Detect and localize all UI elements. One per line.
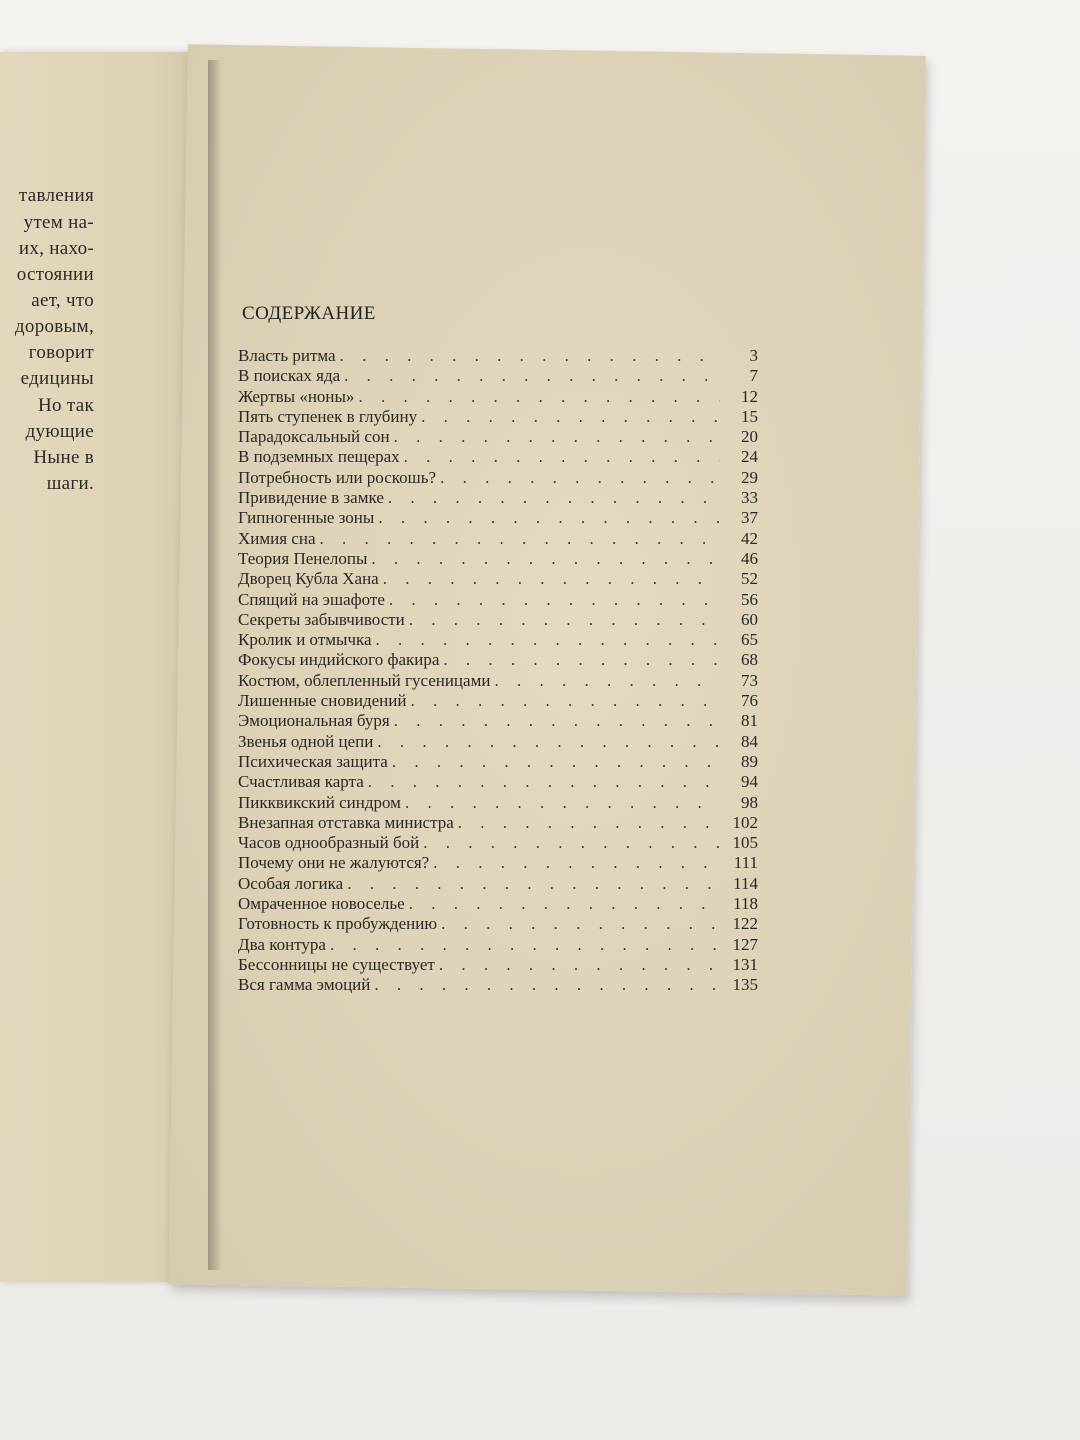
contents-entry-title: Два контура xyxy=(238,934,326,954)
contents-entry-page: 7 xyxy=(749,366,758,386)
contents-entry-page: 37 xyxy=(741,508,758,528)
contents-entry-leader xyxy=(370,975,720,995)
left-page-line: утем на- xyxy=(23,212,94,233)
left-page-line: ает, что xyxy=(31,290,94,311)
contents-entry-title: Омраченное новоселье xyxy=(238,894,405,914)
contents-entry xyxy=(238,833,758,853)
contents-entry-page: 102 xyxy=(732,812,758,832)
contents-entry-title: Спящий на эшафоте xyxy=(238,589,385,609)
contents-entry-page: 65 xyxy=(741,630,758,650)
contents-entry xyxy=(238,529,758,549)
contents-entry-page: 81 xyxy=(741,711,758,731)
contents-entry-page: 24 xyxy=(741,447,758,467)
contents-entry xyxy=(238,853,758,873)
contents-entry xyxy=(238,793,758,813)
contents-entry-leader xyxy=(384,488,720,508)
contents-entry-page: 122 xyxy=(732,914,758,934)
contents-entry-page: 98 xyxy=(741,792,758,812)
contents-entry xyxy=(238,427,758,447)
contents-entry-page: 135 xyxy=(732,975,758,995)
contents-entry-title: Химия сна xyxy=(238,528,316,548)
contents-entry-title: Особая логика xyxy=(238,873,344,893)
contents-entry-leader xyxy=(406,691,720,711)
contents-entry-leader xyxy=(490,671,720,691)
contents-entry-title: Парадоксальный сон xyxy=(238,427,390,447)
left-page-line: тавления xyxy=(18,185,94,206)
contents-entry-page: 46 xyxy=(741,548,758,568)
contents-entry-page: 56 xyxy=(741,589,758,609)
contents-entry-title: Дворец Кубла Хана xyxy=(238,569,379,589)
contents-entry-leader xyxy=(388,752,720,772)
contents-entry-title: Часов однообразный бой xyxy=(238,833,420,853)
contents-entry xyxy=(238,366,758,386)
contents-entry-leader xyxy=(400,447,720,467)
contents-entry-leader xyxy=(367,549,720,569)
contents-heading: СОДЕРЖАНИЕ xyxy=(242,303,376,324)
contents-entry-page: 118 xyxy=(733,894,758,914)
contents-entry-leader xyxy=(390,711,720,731)
contents-entry-title: Гипногенные зоны xyxy=(238,508,375,528)
contents-entry-title: Почему они не жалуются? xyxy=(238,853,430,873)
left-page-line: доровым, xyxy=(14,316,94,337)
contents-entry-page: 131 xyxy=(732,954,758,974)
left-page-line: дующие xyxy=(25,421,94,442)
contents-entry-leader xyxy=(374,508,720,528)
contents-entry xyxy=(238,711,758,731)
contents-entry xyxy=(238,975,758,995)
contents-entry-title: Лишенные сновидений xyxy=(238,691,407,711)
contents-entry xyxy=(238,346,758,366)
left-page-line: остоянии xyxy=(16,264,94,285)
contents-entry-leader xyxy=(429,853,720,873)
contents-entry xyxy=(238,894,758,914)
contents-entry-page: 68 xyxy=(741,650,758,670)
contents-entry-title: Кролик и отмычка xyxy=(238,630,372,650)
contents-entry xyxy=(238,772,758,792)
contents-entry-title: Потребность или роскошь? xyxy=(238,467,437,487)
contents-entry-page: 52 xyxy=(741,569,758,589)
contents-entry-title: Привидение в замке xyxy=(238,488,384,508)
contents-entry-page: 73 xyxy=(741,670,758,690)
contents-entry-leader xyxy=(340,366,720,386)
contents-entry-leader xyxy=(405,610,720,630)
contents-entry xyxy=(238,813,758,833)
contents-entry-leader xyxy=(373,732,720,752)
contents-entry xyxy=(238,671,758,691)
contents-entry-page: 60 xyxy=(741,609,758,629)
left-page-line: Но так xyxy=(38,395,94,416)
contents-entry xyxy=(238,874,758,894)
contents-entry-page: 3 xyxy=(749,346,758,365)
left-page-line: их, нахо- xyxy=(18,238,94,259)
contents-entry-leader xyxy=(364,772,720,792)
left-page-line: шаги. xyxy=(46,473,94,494)
contents-entry-title: Теория Пенелопы xyxy=(238,548,368,568)
contents-entry-leader xyxy=(379,569,720,589)
contents-entry-leader xyxy=(343,874,720,894)
contents-entry-leader xyxy=(385,590,720,610)
contents-entry-title: Эмоциональная буря xyxy=(238,711,390,731)
contents-entry-page: 89 xyxy=(741,751,758,771)
contents-entry-page: 114 xyxy=(733,873,758,893)
contents-entry xyxy=(238,407,758,427)
contents-entry-leader xyxy=(372,630,720,650)
book-gutter-shadow xyxy=(208,60,222,1270)
contents-entry xyxy=(238,914,758,934)
contents-entry-title: Пять ступенек в глубину xyxy=(238,406,418,426)
contents-entry-page: 29 xyxy=(741,467,758,487)
contents-entry-leader xyxy=(437,914,720,934)
contents-entry xyxy=(238,447,758,467)
contents-entry-leader xyxy=(454,813,720,833)
contents-entry-page: 127 xyxy=(732,934,758,954)
contents-entry-title: Жертвы «ноны» xyxy=(238,386,355,406)
contents-entry-title: Внезапная отставка министра xyxy=(238,812,454,832)
contents-entry-page: 20 xyxy=(741,427,758,447)
contents-entry-title: Пикквикский синдром xyxy=(238,792,401,812)
contents-entry-leader xyxy=(326,935,720,955)
contents-entry xyxy=(238,488,758,508)
contents-entry-page: 105 xyxy=(732,833,758,853)
contents-entry-leader xyxy=(436,468,720,488)
contents-entry-leader xyxy=(439,650,720,670)
contents-entry-page: 42 xyxy=(741,528,758,548)
contents-entry xyxy=(238,468,758,488)
contents-entry xyxy=(238,569,758,589)
contents-entry-leader xyxy=(405,894,720,914)
contents-entry-page: 76 xyxy=(741,691,758,711)
contents-entry xyxy=(238,935,758,955)
contents-entry-page: 84 xyxy=(741,731,758,751)
contents-entry-page: 33 xyxy=(741,488,758,508)
contents-entry-leader xyxy=(417,407,720,427)
contents-entry-title: Костюм, облепленный гусеницами xyxy=(238,670,491,690)
contents-entry xyxy=(238,752,758,772)
contents-entry-leader xyxy=(419,833,720,853)
contents-entry-leader xyxy=(401,793,720,813)
left-page-line: Ныне в xyxy=(33,447,94,468)
contents-entry-title: Готовность к пробуждению xyxy=(238,914,438,934)
contents-entry-page: 12 xyxy=(741,386,758,406)
contents-entry-title: Вся гамма эмоций xyxy=(238,975,371,995)
contents-entry-title: Власть ритма xyxy=(238,346,336,365)
contents-entry-title: Секреты забывчивости xyxy=(238,609,405,629)
contents-list xyxy=(238,346,758,996)
contents-entry xyxy=(238,549,758,569)
contents-entry-title: Фокусы индийского факира xyxy=(238,650,440,670)
contents-entry-leader xyxy=(316,529,721,549)
contents-entry-leader xyxy=(390,427,720,447)
contents-entry xyxy=(238,955,758,975)
contents-entry-title: Бессонницы не существует xyxy=(238,954,435,974)
left-page-line: говорит xyxy=(28,342,94,363)
contents-entry xyxy=(238,691,758,711)
contents-entry xyxy=(238,732,758,752)
contents-entry-title: Счастливая карта xyxy=(238,772,364,792)
contents-entry xyxy=(238,610,758,630)
contents-entry xyxy=(238,630,758,650)
contents-entry xyxy=(238,650,758,670)
contents-entry xyxy=(238,387,758,407)
contents-entry-leader xyxy=(354,387,720,407)
contents-entry xyxy=(238,590,758,610)
contents-entry-leader xyxy=(435,955,720,975)
contents-entry-page: 111 xyxy=(733,853,758,873)
contents-entry-title: Звенья одной цепи xyxy=(238,731,374,751)
contents-entry-leader xyxy=(336,346,720,366)
contents-entry xyxy=(238,508,758,528)
contents-entry-title: В подземных пещерах xyxy=(238,447,400,467)
contents-entry-page: 15 xyxy=(741,406,758,426)
contents-entry-page: 94 xyxy=(741,772,758,792)
left-page-line: едицины xyxy=(20,368,94,389)
contents-entry-title: В поисках яда xyxy=(238,366,341,386)
contents-entry-title: Психическая защита xyxy=(238,751,388,771)
